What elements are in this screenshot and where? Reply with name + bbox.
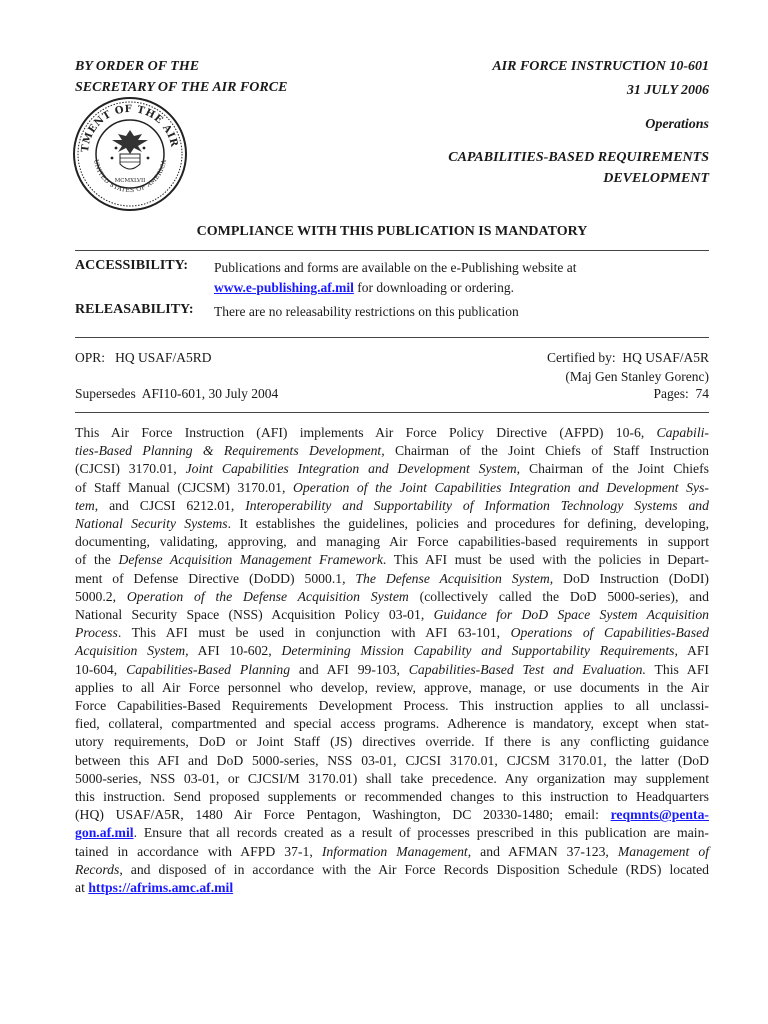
publication-title [448, 147, 709, 189]
paragraph-line-16: Force Capabilities-Based Requirements Development Process. This instruction applies to all unclassi- [75, 698, 709, 714]
compliance-statement: COMPLIANCE WITH THIS PUBLICATION IS MANDATORY [196, 224, 588, 239]
paragraph-text-fragment: of the [75, 552, 119, 568]
seal-year: MCMXLVII [114, 178, 146, 184]
releasability-label: RELEASABILITY: [75, 302, 194, 317]
paragraph-text-fragment: ment of Defense Directive (DoDD) 5000.1, [75, 570, 356, 586]
accessibility-label: ACCESSIBILITY: [75, 258, 189, 273]
paragraph-line-18: utory requirements, DoD or Joint Staff (JS) directives override. If there is any conflicting guidance [75, 734, 709, 750]
page-count: Pages: 74 [653, 386, 709, 401]
paragraph-text-fragment: . It establishes the guidelines, policies and procedures for defining, developing, [227, 516, 709, 532]
paragraph-text-fragment: of Staff Manual (CJCSM) 3170.01, [75, 479, 294, 495]
paragraph-text-fragment: This AFI [645, 661, 709, 677]
paragraph-line-24 [75, 843, 709, 861]
certifier-name: (Maj Gen Stanley Gorenc) [565, 369, 709, 384]
paragraph-text-fragment: Operations of Capabilities-Based [510, 625, 709, 641]
paragraph-line-12 [75, 624, 709, 642]
paragraph-text-fragment: National Security Space (NSS) Acquisition Policy 03-01, [75, 607, 434, 623]
paragraph-text-fragment: Determining Mission Capability and Supportability Requirements, [281, 643, 678, 659]
paragraph-text-fragment: tem [75, 497, 95, 513]
paragraph-text-fragment: The Defense Acquisition System [355, 570, 550, 586]
paragraph-line-7: documenting, validating, approving, and managing Air Force capabilities-based requirements in support [75, 534, 709, 550]
paragraph-line-11 [75, 606, 709, 624]
paragraph-text-fragment: Operation of the Joint Capabilities Integration and Development Sys- [293, 479, 709, 495]
paragraph-line-13 [75, 642, 709, 660]
accessibility-text-part1: Publications and forms are available on the e-Publishing website at [214, 260, 577, 275]
paragraph-line-6 [75, 515, 709, 533]
paragraph-text-fragment: Capabilities-Based Planning [126, 661, 291, 677]
paragraph-text-fragment: , DoD Instruction (DoDI) [549, 570, 709, 586]
paragraph-line-20: 5000-series, NSS 03-01, or CJCSI/M 3170.01) shall take precedence. Any organization may supplement [75, 770, 709, 786]
paragraph-line-5 [75, 497, 709, 515]
afrims-link[interactable]: https://afrims.amc.af.mil [88, 880, 234, 896]
paragraph-line-22 [75, 806, 709, 824]
issuing-authority-line1: BY ORDER OF THE [75, 59, 200, 74]
paragraph-text-fragment: 5000.2, [75, 588, 127, 604]
paragraph-text-fragment: Guidance for DoD Space System Acquisition [433, 607, 710, 623]
paragraph-line-25 [75, 861, 709, 879]
paragraph-text-fragment: Joint Capabilities Integration and Development System [185, 461, 517, 477]
paragraph-text-fragment: Records [75, 861, 120, 877]
paragraph-line-26 [75, 879, 709, 897]
paragraph-text-fragment: (CJCSI) 3170.01, [75, 461, 186, 477]
opr: OPR: HQ USAF/A5RD [75, 350, 212, 365]
accessibility-text-part2: for downloading or ordering. [353, 280, 514, 295]
seal-ring-bottom: UNITED STATES OF AMERICA [92, 158, 168, 195]
divider-middle [75, 337, 709, 338]
paragraph-line-9 [75, 570, 709, 588]
publication-title-line1: CAPABILITIES-BASED REQUIREMENTS [448, 150, 709, 165]
paragraph-line-8 [75, 551, 709, 569]
paragraph-text-fragment: (collectively called the DoD 5000-series), and [408, 588, 709, 604]
paragraph-line-21: this instruction. Send proposed supplements or recommended changes to this instruction to Headquarters [75, 789, 709, 805]
paragraph-text-fragment: Operation of the Defense Acquisition System [126, 588, 409, 604]
paragraph-line-23 [75, 824, 709, 842]
paragraph-line-15: applies to all Air Force personnel who develop, review, approve, manage, or use documents in the Air [75, 679, 709, 695]
paragraph-text-fragment: Interoperability and Supportability of Information Technology Systems and [245, 497, 709, 513]
releasability-text: There are no releasability restrictions on this publication [214, 304, 519, 319]
paragraph-text-fragment: National Security Systems [75, 516, 228, 532]
paragraph-text-fragment: Management of [617, 843, 709, 859]
paragraph-text-fragment: , and CJCSI 6212.01, [94, 497, 246, 513]
email-link-part2[interactable]: gon.af.mil [75, 825, 134, 841]
paragraph-line-2 [75, 442, 709, 460]
paragraph-line-17: fied, collateral, compartmented and special access programs. Adherence is mandatory, except when stat- [75, 716, 709, 732]
certified-by: Certified by: HQ USAF/A5R [547, 350, 709, 365]
paragraph-text-fragment: 10-604, [75, 661, 127, 677]
seal-ring-top: TMENT OF THE AIR [79, 103, 180, 153]
publication-category: Operations [645, 117, 709, 132]
paragraph-text-fragment: tained in accordance with AFPD 37-1, [75, 843, 322, 859]
paragraph-text-fragment: Chairman of the Joint Chiefs of Staff Instruction [384, 443, 709, 459]
paragraph-text-fragment: Information Management [321, 843, 468, 859]
divider-top [75, 250, 709, 251]
instruction-number: AIR FORCE INSTRUCTION 10-601 [492, 59, 709, 74]
paragraph-text-fragment: , and disposed of in accordance with the Air Force Records Disposition Schedule (RDS) located [119, 861, 709, 877]
purpose-paragraph [75, 424, 709, 897]
paragraph-line-10 [75, 588, 709, 606]
paragraph-text-fragment: , and AFMAN 37-123, [467, 843, 618, 859]
paragraph-text-fragment: This Air Force Instruction (AFI) implements Air Force Policy Directive (AFPD) 10-6, [75, 425, 657, 440]
paragraph-text-fragment: Capabili- [656, 425, 709, 440]
issuing-authority [75, 56, 287, 98]
paragraph-line-3 [75, 460, 709, 478]
paragraph-text-fragment: Acquisition System, [75, 643, 189, 659]
paragraph-text-fragment: , Chairman of the Joint Chiefs [516, 461, 709, 477]
paragraph-text-fragment: . Ensure that all records created as a result of processes prescribed in this publication are main- [133, 825, 709, 841]
paragraph-text-fragment: at [75, 880, 89, 896]
paragraph-text-fragment: AFI 10-602, [188, 643, 282, 659]
email-link-part1[interactable]: reqmnts@penta- [610, 807, 709, 823]
paragraph-line-1 [75, 424, 709, 442]
air-force-seal [72, 96, 188, 212]
e-publishing-link[interactable]: www.e-publishing.af.mil [214, 280, 354, 295]
paragraph-text-fragment: Process [75, 625, 118, 641]
paragraph-text-fragment: ties-Based Planning & Requirements Development, [75, 443, 385, 459]
accessibility-text [214, 258, 709, 298]
issuing-authority-line2: SECRETARY OF THE AIR FORCE [75, 80, 288, 95]
paragraph-line-19: between this AFI and DoD 5000-series, NSS 03-01, CJCSI 3170.01, CJCSM 3170.01, the latter (DoD [75, 752, 709, 768]
paragraph-line-14 [75, 661, 709, 679]
supersedes: Supersedes AFI10-601, 30 July 2004 [75, 386, 279, 401]
paragraph-text-fragment: Capabilities-Based Test and Evaluation. [408, 661, 646, 677]
paragraph-text-fragment: . This AFI must be used with the policies in Depart- [382, 552, 709, 568]
publication-title-line2: DEVELOPMENT [603, 171, 709, 186]
paragraph-text-fragment: and AFI 99-103, [290, 661, 409, 677]
paragraph-text-fragment: AFI [677, 643, 710, 659]
paragraph-text-fragment: (HQ) USAF/A5R, 1480 Air Force Pentagon, Washington, DC 20330-1480; email: [75, 807, 611, 823]
divider-bottom [75, 412, 709, 413]
paragraph-text-fragment: Defense Acquisition Management Framework [118, 552, 383, 568]
publication-date: 31 JULY 2006 [626, 83, 709, 98]
paragraph-text-fragment: . This AFI must be used in conjunction with AFI 63-101, [117, 625, 511, 641]
paragraph-line-4 [75, 479, 709, 497]
